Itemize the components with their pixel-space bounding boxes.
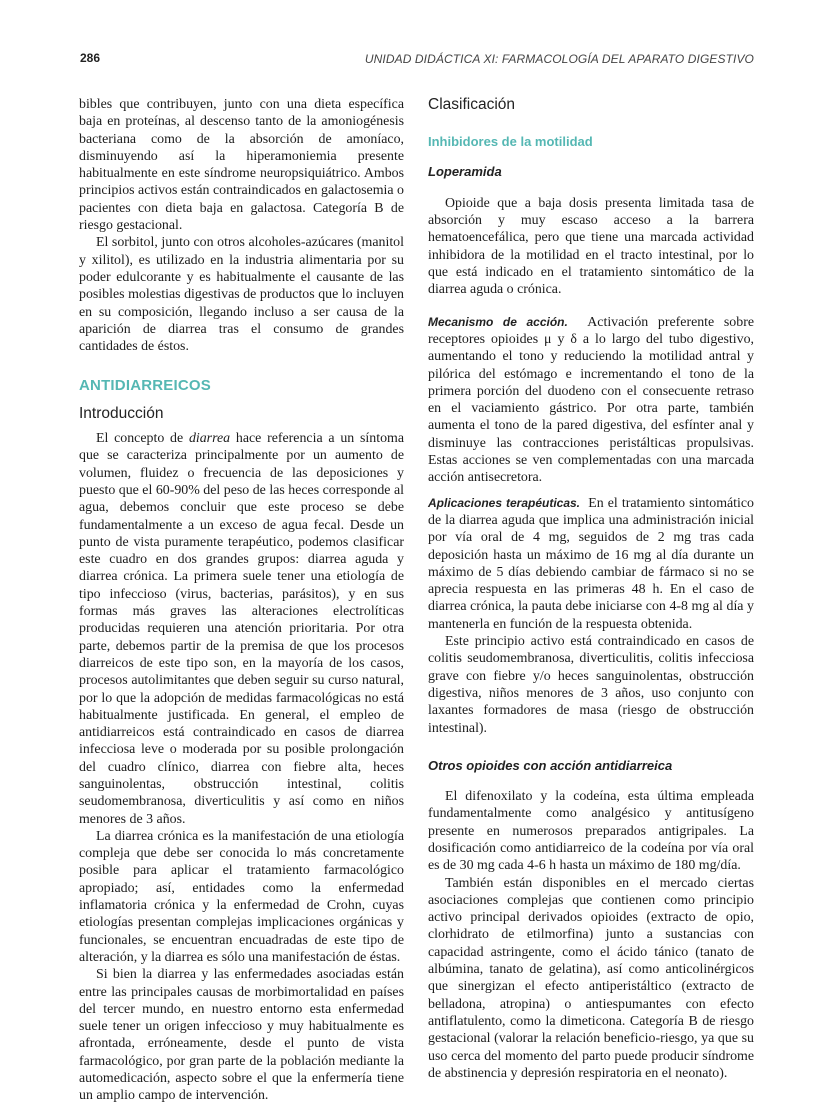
definition-body: hace referencia a un síntoma que se caracteriza principalmente por un aumento de volumen, fluidez o frecuencia de las deposiciones y puesto que el 60-90% del peso de las heces corresponde al agua, debemos concluir que este proceso se debe fundamentalmente a un exceso de agua fecal. Desde un punto de vista puramente terapéutico, podemos clasificar este cuadro en dos grandes grupos: diarrea aguda y diarrea crónica. La primera suele tener una etiología de tipo infeccioso (virus, bacterias, parásitos), y en sus formas más graves las alteraciones electrolíticas producidas requieren una atención prioritaria. Por otra parte, debemos partir de la premisa de que los procesos diarreicos de este tipo son, en la mayoría de los casos, procesos autolimitantes que deben seguir su curso natural, por lo que la adopción de medidas farmacológicas no está habitualmente justificada. En general, el empleo de antidiarreicos está contraindicado en casos de diarrea infecciosa leve o moderada por su posible prolongación del cuadro clínico, diarrea con fiebre alta, heces sanguinolentas, obstrucción intestinal, colitis seudomembranosa, diverticulitis y así como en niños menores de 3 años. <box>79 431 404 827</box>
paragraph-loperamide: Opioide que a baja dosis presenta limitada tasa de absorción y muy escaso acceso a la barrera hematoencefálica, pero que tiene una marcada actividad inhibidora de la motilidad en el tracto intestinal, por lo que está indicado en el tratamiento sintomático de la diarrea aguda o crónica. <box>428 195 754 298</box>
mechanism-label: Mecanismo de acción. <box>428 314 568 329</box>
running-title: UNIDAD DIDÁCTICA XI: FARMACOLOGÍA DEL APARATO DIGESTIVO <box>364 52 754 66</box>
applications-label: Aplicaciones terapéuticas. <box>428 495 581 510</box>
section-title-antidiarreicos: ANTIDIARREICOS <box>79 377 211 395</box>
paragraph-definition <box>79 430 404 828</box>
definition-term: diarrea <box>188 431 231 447</box>
right-column <box>428 96 754 1082</box>
applications-text: En el tratamiento sintomático de la diarrea aguda que implica una administración inicial por vía oral de 4 mg, seguidos de 2 mg tras cada deposición hasta un máximo de 16 mg al día durante un máximo de 5 días debiendo cambiar de fármaco si no se aprecia respuesta en las primeras 48 h. En el caso de diarrea crónica, la pauta debe iniciarse con 4-8 mg al día y mantenerla en función de la respuesta obtenida. <box>428 495 754 632</box>
paragraph-intro-continuation: bibles que contribuyen, junto con una dieta específica baja en proteínas, al descenso tanto de la amoniogénesis bacteriana como de la absorción de amoníaco, disminuyendo así la hiperamoniemia presente habitualmente en este síndrome neuropsiquiátrico. Ambos principios activos están contraindicados en galactosemia o pacientes con dieta baja en galactosa. Categoría B de riesgo gestacional. <box>79 97 404 234</box>
paragraph-contraindications: Este principio activo está contraindicado en casos de colitis seudomembranosa, diverticulitis, colitis infecciosa grave con fiebre y/o heces sanguinolentas, obstrucción digestiva, niños menores de 3 años, uso conjunto con laxantes formadores de masa (riesgo de obstrucción intestinal). <box>428 634 754 736</box>
left-column <box>79 96 404 1105</box>
paragraph-chronic-diarrhea: La diarrea crónica es la manifestación de una etiología compleja que debe ser conocida lo más concretamente posible para aplicar el tratamiento farmacológico apropiado; así, entidades como la enfermedad inflamatoria crónica y la enfermedad de Crohn, cuyas etiologías presentan complejas implicaciones orgánicas y funcionales, se encuentran encuadradas de este tipo de alteración, y la diarrea es sólo una manifestación de éstas. <box>79 828 404 965</box>
paragraph-associations: También están disponibles en el mercado ciertas asociaciones complejas que contienen como principio activo principal derivados opioides (extracto de opio, clorhidrato de etilmorfina) junto a sustancias con capacidad astringente, como el ácido tánico (tanato de albúmina, tanato de gelatina), así como anticolinérgicos que sinergizan el efecto antiperistáltico (extracto de belladona, atropina) o antiespumantes con efecto antiflatulento, como la dimeticona. Categoría B de riesgo gestacional (valorar la relación beneficio-riesgo, ya que su uso cerca del momento del parto puede producir síndrome de abstinencia y depresión respiratoria en el neonato). <box>428 875 754 1081</box>
subsection-title-introduccion: Introducción <box>79 404 164 422</box>
loperamide-title: Loperamida <box>428 163 502 179</box>
other-opioids-title: Otros opioides con acción antidiarreica <box>428 757 673 773</box>
mechanism-text: Activación preferente sobre receptores opioides μ y δ a lo largo del tubo digestivo, aumentando el tono y reduciendo la motilidad antral y pilórica del estómago e incrementando el tono de la primera porción del duodeno con el consecuente retraso en el vaciamiento gástrico. Por otra parte, también aumenta el tono de la pared digestiva, del esfínter anal y disminuye las contracciones peristálticas propulsivas. Estas acciones se ven complementadas con una marcada acción antisecretora. <box>428 314 754 486</box>
page-number: 286 <box>80 51 101 65</box>
paragraph-diphenoxylate: El difenoxilato y la codeína, esta última empleada fundamentalmente como analgésico y antitusígeno presente en numerosos preparados antigripales. La dosificación como antidiarreico de la codeína por vía oral es de 30 mg cada 4-6 h hasta un máximo de 180 mg/día. <box>428 789 754 874</box>
paragraph-sorbitol: El sorbitol, junto con otros alcoholes-azúcares (manitol y xilitol), es utilizado en la industria alimentaria por su poder edulcorante y es habitualmente el causante de las posibles molestias digestivas de productos que lo incluyen en su composición, llegando incluso a ser causa de la aparición de diarrea tras el consumo de grandes cantidades de éstos. <box>79 235 404 355</box>
paragraph-applications <box>428 495 754 633</box>
classification-title: Clasificación <box>428 96 516 113</box>
motility-inhibitors-title: Inhibidores de la motilidad <box>428 134 593 150</box>
paragraph-mechanism <box>428 314 754 487</box>
definition-lead: El concepto de <box>96 431 189 447</box>
paragraph-third-world: Si bien la diarrea y las enfermedades asociadas están entre las principales causas de morbimortalidad en países del tercer mundo, en nuestro entorno esta enfermedad suele tener un origen infeccioso y muy habitualmente es afrontada, erróneamente, desde el punto de vista farmacológico, por gran parte de la población mediante la automedicación, aspecto sobre el que la enfermería tiene un amplio campo de intervención. <box>79 967 404 1104</box>
